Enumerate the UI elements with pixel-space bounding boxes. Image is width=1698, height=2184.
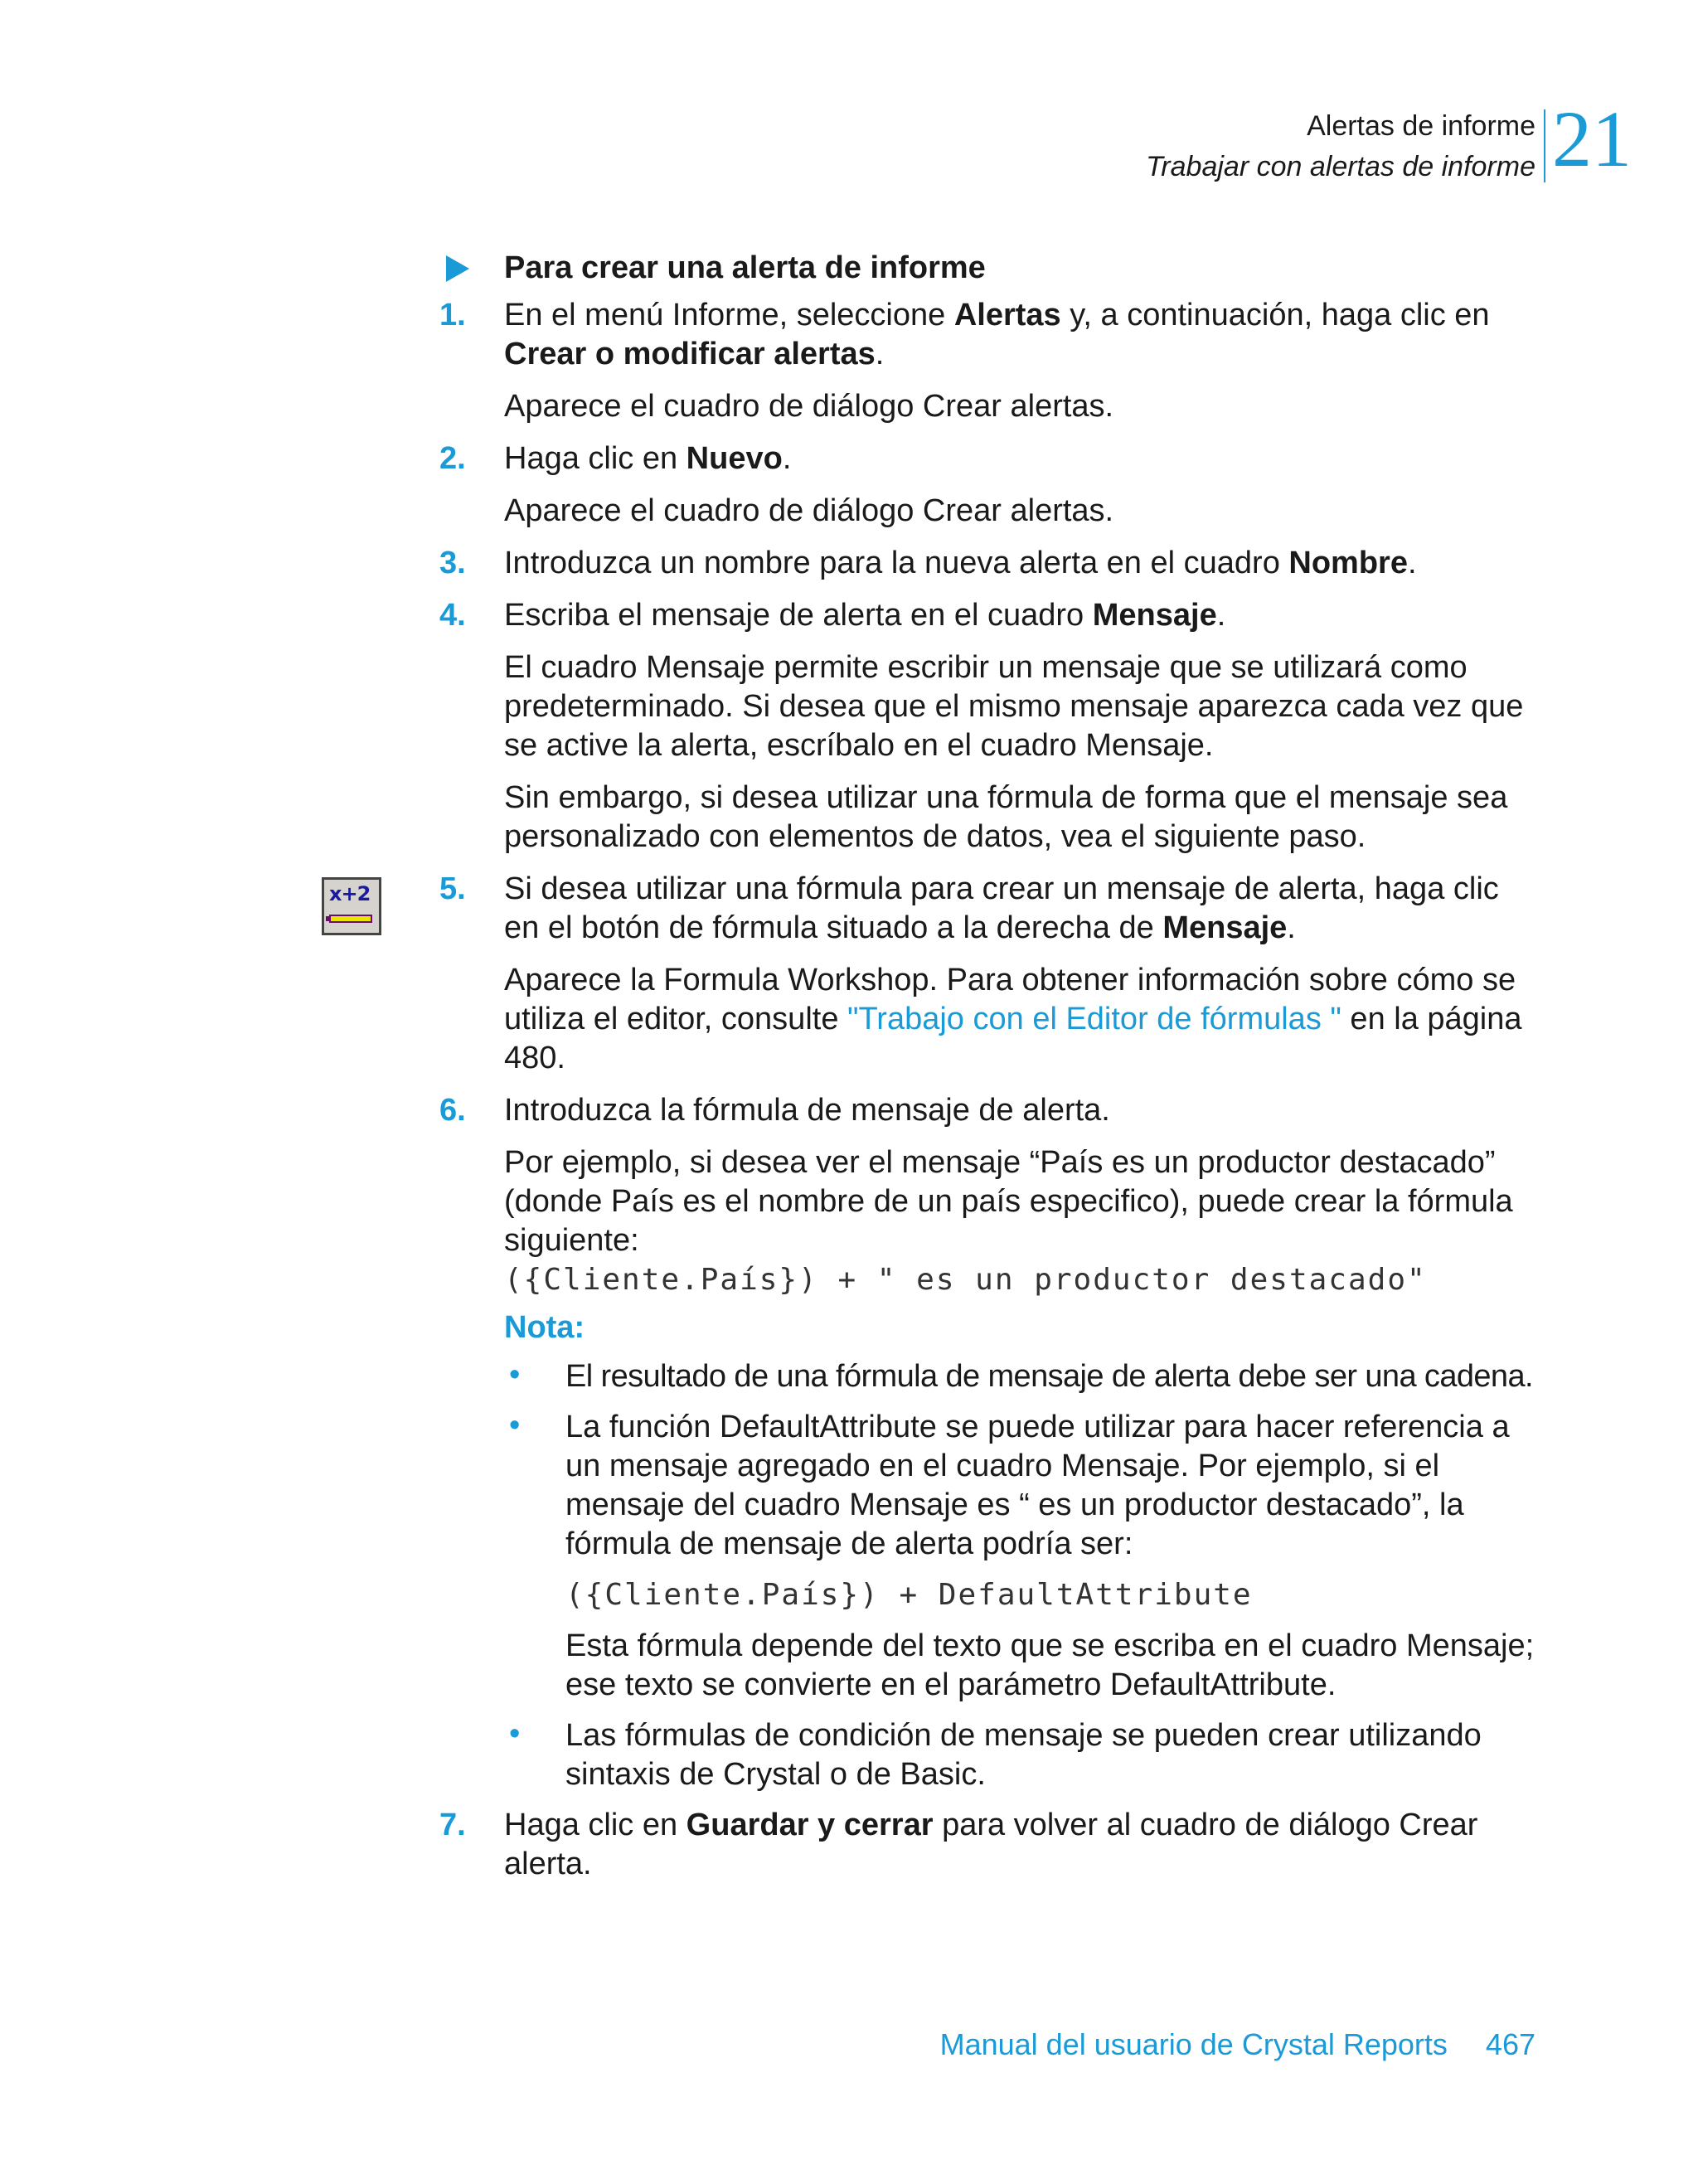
- bullet-icon: •: [509, 1357, 521, 1392]
- step-text: Si desea utilizar una fórmula para crear un mensaje de alerta, haga clic en el botón de fórmula situado a la derecha de: [504, 871, 1499, 945]
- step-number: 5.: [439, 871, 466, 906]
- step-5: [439, 870, 1542, 948]
- header-divider: [1544, 109, 1545, 182]
- chapter-number: 21: [1552, 95, 1632, 183]
- step-result: Aparece el cuadro de diálogo Crear alertas.: [504, 389, 1114, 424]
- step-2: [439, 439, 1542, 478]
- bullet-paragraph: Esta fórmula depende del texto que se escriba en el cuadro Mensaje; ese texto se convierte en el parámetro DefaultAttribute.: [565, 1628, 1535, 1702]
- formula-code: ({Cliente.País}) + " es un productor destacado": [504, 1263, 1427, 1297]
- button-guardar-cerrar-ref: Guardar y cerrar: [686, 1808, 934, 1842]
- step-number: 2.: [439, 441, 466, 476]
- button-nuevo-ref: Nuevo: [686, 441, 783, 476]
- procedure-title: Para crear una alerta de informe: [504, 250, 986, 285]
- menu-item-alertas: Alertas: [953, 298, 1061, 332]
- page-number: 467: [1485, 2027, 1535, 2061]
- step-text: Escriba el mensaje de alerta en el cuadro: [504, 598, 1093, 633]
- running-header: [1146, 106, 1535, 187]
- bullet-icon: •: [509, 1408, 521, 1443]
- formula-icon-label: x+2: [329, 882, 371, 905]
- step-paragraph: Sin embargo, si desea utilizar una fórmula de forma que el mensaje sea personalizado con elementos de datos, vea el siguiente paso.: [504, 780, 1508, 854]
- step-text: .: [1287, 910, 1296, 945]
- step-number: 3.: [439, 546, 466, 580]
- step-paragraph: El cuadro Mensaje permite escribir un mensaje que se utilizará como predeterminado. Si desea que el mismo mensaje aparezca cada vez que se active la alerta, escríbalo en el cuadro Mensaje.: [504, 650, 1524, 763]
- step-text: Introduzca un nombre para la nueva alerta en el cuadro: [504, 546, 1289, 580]
- step-1: [439, 296, 1542, 374]
- cross-reference-link[interactable]: "Trabajo con el Editor de fórmulas ": [847, 1002, 1341, 1036]
- step-4: [439, 596, 1542, 635]
- step-number: 7.: [439, 1808, 466, 1842]
- note-bullet: [439, 1716, 1542, 1794]
- formula-button-icon: [322, 877, 381, 935]
- step-number: 1.: [439, 298, 466, 332]
- step-3: [439, 544, 1542, 583]
- procedure-arrow-icon: [446, 255, 469, 282]
- step-text: Introduzca la fórmula de mensaje de alerta.: [504, 1093, 1110, 1128]
- formula-code: ({Cliente.País}) + DefaultAttribute: [565, 1578, 1253, 1612]
- note-label: Nota:: [504, 1310, 585, 1345]
- section-title: Alertas de informe: [1307, 110, 1535, 142]
- field-mensaje-ref: Mensaje: [1162, 910, 1288, 945]
- step-text: .: [1216, 598, 1226, 633]
- step-result: Aparece el cuadro de diálogo Crear alertas.: [504, 493, 1114, 528]
- footer-title: Manual del usuario de Crystal Reports: [939, 2027, 1448, 2061]
- page-footer: [940, 2025, 1535, 2065]
- bullet-text: Las fórmulas de condición de mensaje se pueden crear utilizando sintaxis de Crystal o de Basic.: [565, 1718, 1482, 1792]
- step-text: .: [782, 441, 792, 476]
- step-number: 6.: [439, 1093, 466, 1128]
- step-7: [439, 1806, 1542, 1884]
- step-number: 4.: [439, 598, 466, 633]
- field-mensaje-ref: Mensaje: [1092, 598, 1217, 633]
- step-paragraph: Por ejemplo, si desea ver el mensaje “País es un productor destacado” (donde País es el nombre de un país especifico), puede crear la fórmula siguiente:: [504, 1145, 1513, 1258]
- step-text: .: [875, 337, 885, 371]
- main-content: [439, 249, 1542, 1897]
- step-paragraph: [439, 961, 1542, 1078]
- step-6: [439, 1091, 1542, 1130]
- menu-item-crear-modificar: Crear o modificar alertas: [504, 337, 876, 371]
- field-nombre-ref: Nombre: [1288, 546, 1408, 580]
- pencil-icon: [329, 915, 372, 923]
- bullet-text: El resultado de una fórmula de mensaje de alerta debe ser una cadena.: [565, 1359, 1533, 1394]
- step-text: y, a continuación, haga clic en: [1060, 298, 1490, 332]
- subsection-title: Trabajar con alertas de informe: [1146, 151, 1535, 182]
- note-bullet: [439, 1357, 1542, 1396]
- step-text: .: [1407, 546, 1417, 580]
- bullet-text: La función DefaultAttribute se puede utilizar para hacer referencia a un mensaje agregado en el cuadro Mensaje. Por ejemplo, si el mensaje del cuadro Mensaje es “ es un productor destacado”, la fórmula de mensaje de alerta podría ser:: [565, 1410, 1510, 1561]
- paragraph-text: en la página 480.: [504, 1002, 1522, 1075]
- procedure-heading: [439, 249, 1542, 288]
- paragraph-text: Aparece la Formula Workshop. Para obtener información sobre cómo se utiliza el editor, consulte: [504, 963, 1516, 1036]
- note-bullet: [439, 1408, 1542, 1564]
- bullet-icon: •: [509, 1716, 521, 1751]
- step-text: En el menú Informe, seleccione: [504, 298, 954, 332]
- step-text: Haga clic en: [504, 1808, 686, 1842]
- step-text: Haga clic en: [504, 441, 686, 476]
- step-text: para volver al cuadro de diálogo Crear alerta.: [504, 1808, 1478, 1881]
